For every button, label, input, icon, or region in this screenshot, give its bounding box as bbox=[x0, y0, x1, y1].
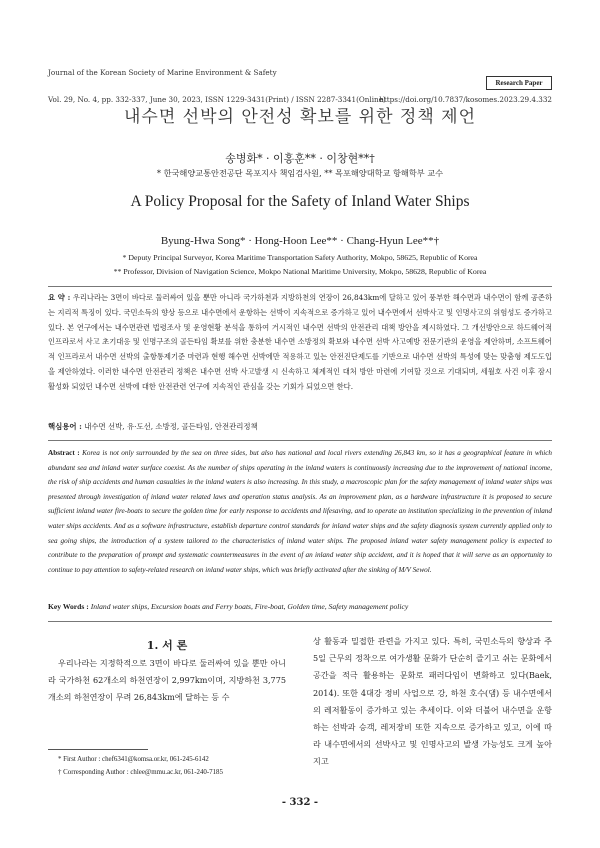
korean-title: 내수면 선박의 안전성 확보를 위한 정책 제언 bbox=[123, 107, 477, 127]
research-paper-badge: Research Paper bbox=[486, 76, 552, 90]
english-authors: Byung-Hwa Song* · Hong-Hoon Lee** · Chang-Hyun Lee**† bbox=[160, 235, 440, 247]
english-keywords-label: Key Words : bbox=[48, 602, 89, 611]
page-number: - 332 - bbox=[281, 797, 319, 808]
divider bbox=[48, 621, 552, 622]
doi-link[interactable]: https://doi.org/10.7837/kosomes.2023.29.4.332 bbox=[379, 95, 552, 104]
english-keywords-text: Inland water ships, Excursion boats and Ferry boats, Fire-boat, Golden time, Safety management policy bbox=[90, 602, 409, 611]
first-author-footnote: * First Author : chef6341@komsa.or.kr, 061-245-6142 bbox=[58, 756, 209, 763]
corresponding-author-footnote: † Corresponding Author : chlee@mmu.ac.kr, 061-240-7185 bbox=[58, 769, 223, 776]
english-abstract-text: Korea is not only surrounded by the sea on three sides, but also has national and local rivers extending 26,843 km, so it has a geographical feature in which abundant sea and inland water surface coexist. As the number of ships operating in the inland waters is continuously increasing due to the improvement of national income, the risk of ship accidents and human casualties in the inland waters is also increasing. In this study, a macroscopic plan for the safety management of inland water ships was presented through investigation of inland water related laws and operation status analysis. As an improvement plan, as a hardware infrastructure it is proposed to secure sufficient inland water fire-boats to secure the golden time for early response to accidents and lifesaving, and to operate an institution specializing in the prevention of inland water ships accidents. And as a software infrastructure, establish departure control standards for inland water ships and the safety diagnosis system currently applied only to sea going ships, the introduction of a system tailored to the characteristics of inland water ships. The proposed inland water safety management policy is expected to contribute to the preparation of prompt and systematic countermeasures in the event of an inland water ship accident, and it is hoped that it will serve as an opportunity to continue to pay attention to safety-related research on inland water ships, which was briefly activated after the sinking of M/V Sewol. bbox=[48, 449, 553, 574]
korean-keywords bbox=[48, 421, 552, 432]
korean-affiliation: * 한국해양교통안전공단 목포지사 책임검사원, ** 목포해양대학교 항해학부 교수 bbox=[156, 168, 444, 178]
korean-keywords-text: 내수면 선박, 유·도선, 소방정, 골든타임, 안전관리정책 bbox=[84, 422, 258, 431]
english-title: A Policy Proposal for the Safety of Inland Water Ships bbox=[130, 193, 470, 210]
volume-info: Vol. 29, No. 4, pp. 332-337, June 30, 2023, ISSN 1229-3431(Print) / ISSN 2287-3341(Online) bbox=[48, 95, 386, 104]
korean-abstract-text: 우리나라는 3면이 바다로 둘러싸여 있을 뿐만 아니라 국가하천과 지방하천의 연장이 26,843km에 달하고 있어 풍부한 해수면과 내수면이 함께 공존하는 지리적 특징이 있다. 국민소득의 향상 등으로 내수면에서 운항하는 선박이 지속적으로 증가하고 있어 내수면에서 선박사고 및 인명사고의 위험성도 증가하고 있다. 본 연구에서는 내수면관련 법령조사 및 운영현황 분석을 통하여 거시적인 내수면 선박의 안전관리 대책 방안을 제시하였다. 그 개선방안으로 하드웨어적 인프라로서 사고 초기대응 및 인명구조의 골든타임 확보를 위한 충분한 내수면 소방정의 확보와 내수면 선박 사고예방 전문기관의 운영을 제안하며, 소프트웨어적 인프라로서 내수면 선박의 출항통제기준 마련과 현행 해수면 선박에만 적용하고 있는 안전진단제도를 기반으로 내수면 선박의 특성에 맞는 맞춤형 제도도입을 제안하였다. 이러한 내수면 안전관리 정책은 내수면 선박 사고발생 시 신속하고 체계적인 대처 방안 마련에 기여할 것으로 기대되며, 세월호 사건 이후 잠시 활성화 되었던 내수면 선박에 대한 안전관련 연구에 지속적인 관심을 갖는 기회가 되었으면 한다. bbox=[48, 293, 552, 391]
english-affiliation-1: * Deputy Principal Surveyor, Korea Maritime Transportation Safety Authority, Mokpo, 58625, Republic of Korea bbox=[122, 253, 478, 262]
english-abstract-label: Abstract : bbox=[48, 449, 80, 457]
divider bbox=[48, 286, 552, 287]
korean-abstract-label: 요 약 : bbox=[48, 293, 71, 302]
journal-name: Journal of the Korean Society of Marine Environment & Safety bbox=[48, 68, 277, 77]
korean-abstract bbox=[48, 291, 552, 395]
divider bbox=[48, 440, 552, 441]
english-keywords bbox=[48, 602, 552, 611]
footnote-divider bbox=[48, 749, 148, 750]
left-column-text: 우리나라는 지정학적으로 3면이 바다로 둘러싸여 있을 뿐만 아니라 국가하천 62개소의 하천연장이 2,997km이며, 지방하천 3,775개소의 하천연장이 무려 26,843km에 달하는 등 수 bbox=[48, 658, 286, 703]
section-heading: 1. 서 론 bbox=[146, 639, 188, 652]
right-column-text: 상 활동과 밀접한 관련을 가지고 있다. 특히, 국민소득의 향상과 주 5일 근무의 정착으로 여가생활 문화가 단순히 즐기고 쉬는 문화에서 공간을 적극 활용하는 문화로 패러다임이 변화하고 있다(Baek, 2014). 또한 4대강 정비 사업으로 강, 하천 호수(댐) 등 내수면에서의 레저활동이 증가하고 있는 추세이다. 이와 더불어 내수면을 운항하는 선박과 승객, 레저장비 또한 지속으로 증가하고 있고, 이에 따라 내수면에서의 선박사고 및 인명사고의 발생 가능성도 크게 높아지고 bbox=[313, 636, 552, 767]
english-affiliation-2: ** Professor, Division of Navigation Science, Mokpo National Maritime University, Mokpo, 58628, Republic of Korea bbox=[113, 267, 487, 276]
korean-keywords-label: 핵심용어 : bbox=[48, 422, 82, 431]
english-abstract bbox=[48, 446, 552, 577]
korean-authors: 송병화* · 이홍훈** · 이창현**† bbox=[225, 152, 375, 165]
